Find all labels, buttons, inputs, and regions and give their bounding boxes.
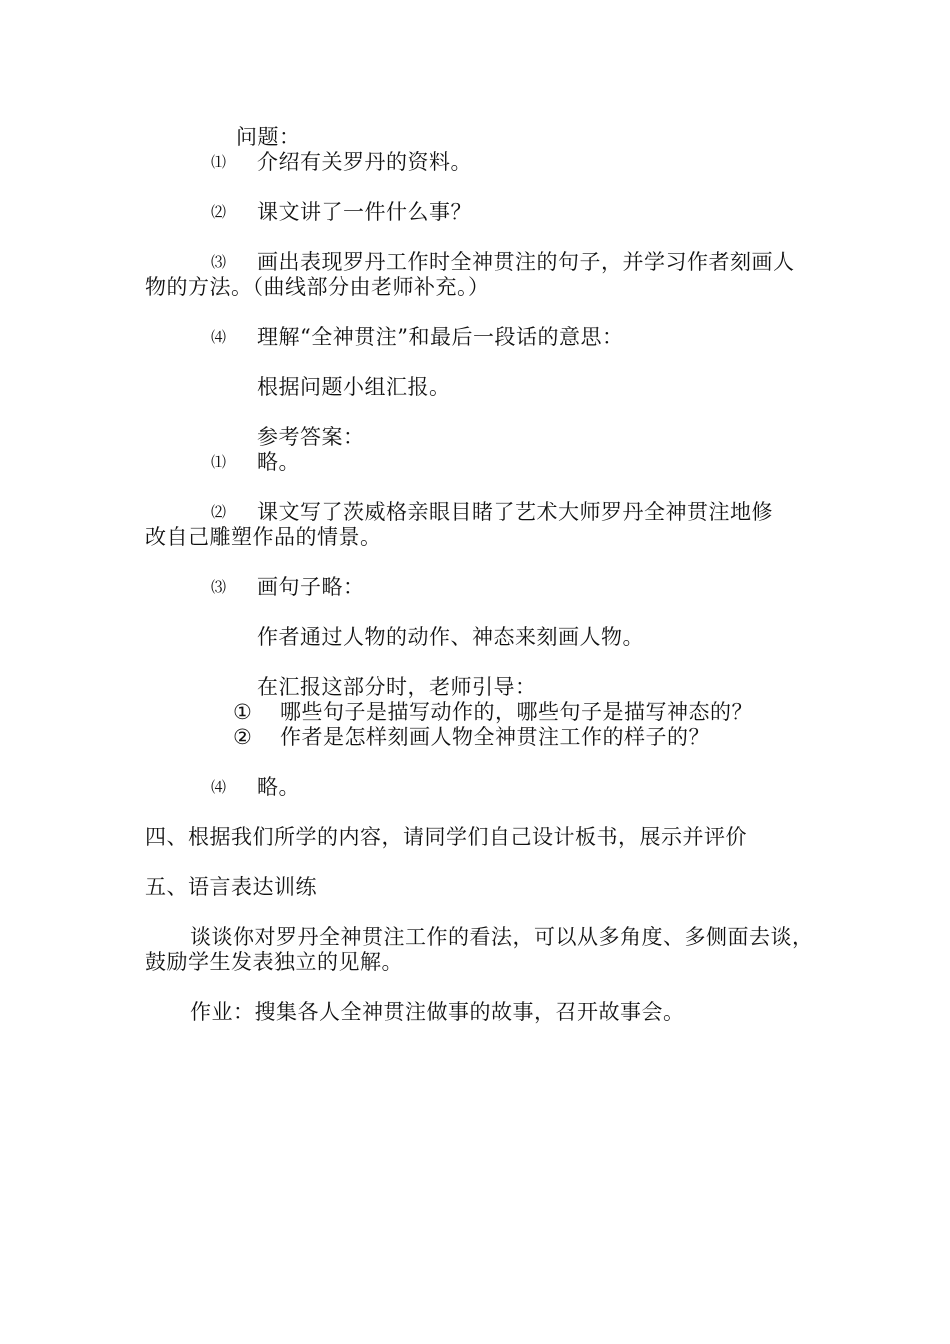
question-4-number: ⑷ <box>211 328 227 346</box>
section-5-text-line-2: 鼓励学生发表独立的见解。 <box>145 950 403 974</box>
question-4-text: 理解“全神贯注”和最后一段话的意思： <box>257 325 624 349</box>
answer-4-text: 略。 <box>257 775 300 799</box>
question-3-number: ⑶ <box>211 253 227 271</box>
section-5-text-line-1: 谈谈你对罗丹全神贯注工作的看法，可以从多角度、多侧面去谈， <box>190 925 814 949</box>
question-3-text-line-2: 物的方法。（曲线部分由老师补充。） <box>145 275 490 299</box>
question-2-text: 课文讲了一件什么事？ <box>257 200 472 224</box>
question-1-number: ⑴ <box>211 153 227 171</box>
answer-3-number: ⑶ <box>211 578 227 596</box>
questions-heading: 问题： <box>236 125 301 149</box>
answers-heading: 参考答案： <box>257 425 365 449</box>
answer-3-text: 画句子略： <box>257 575 365 599</box>
answer-1-number: ⑴ <box>211 453 227 471</box>
answer-1-text: 略。 <box>257 450 300 474</box>
group-report-text: 根据问题小组汇报。 <box>257 375 451 399</box>
guide-2-number: ② <box>233 725 252 749</box>
answer-4-number: ⑷ <box>211 778 227 796</box>
guide-1-number: ① <box>233 700 252 724</box>
answer-3-method: 作者通过人物的动作、神态来刻画人物。 <box>257 625 644 649</box>
section-5-heading: 五、语言表达训练 <box>145 875 317 899</box>
section-4-heading: 四、根据我们所学的内容，请同学们自己设计板书，展示并评价 <box>145 825 747 849</box>
homework-text: 作业：搜集各人全神贯注做事的故事，召开故事会。 <box>190 1000 685 1024</box>
guide-1-text: 哪些句子是描写动作的，哪些句子是描写神态的？ <box>280 700 753 724</box>
guide-2-text: 作者是怎样刻画人物全神贯注工作的样子的？ <box>280 725 710 749</box>
answer-2-number: ⑵ <box>211 503 227 521</box>
answer-2-text-line-2: 改自己雕塑作品的情景。 <box>145 525 382 549</box>
question-1-text: 介绍有关罗丹的资料。 <box>257 150 472 174</box>
question-2-number: ⑵ <box>211 203 227 221</box>
question-3-text-line-1: 画出表现罗丹工作时全神贯注的句子，并学习作者刻画人 <box>257 250 795 274</box>
answer-3-guide: 在汇报这部分时，老师引导： <box>257 675 537 699</box>
answer-2-text-line-1: 课文写了茨威格亲眼目睹了艺术大师罗丹全神贯注地修 <box>257 500 773 524</box>
